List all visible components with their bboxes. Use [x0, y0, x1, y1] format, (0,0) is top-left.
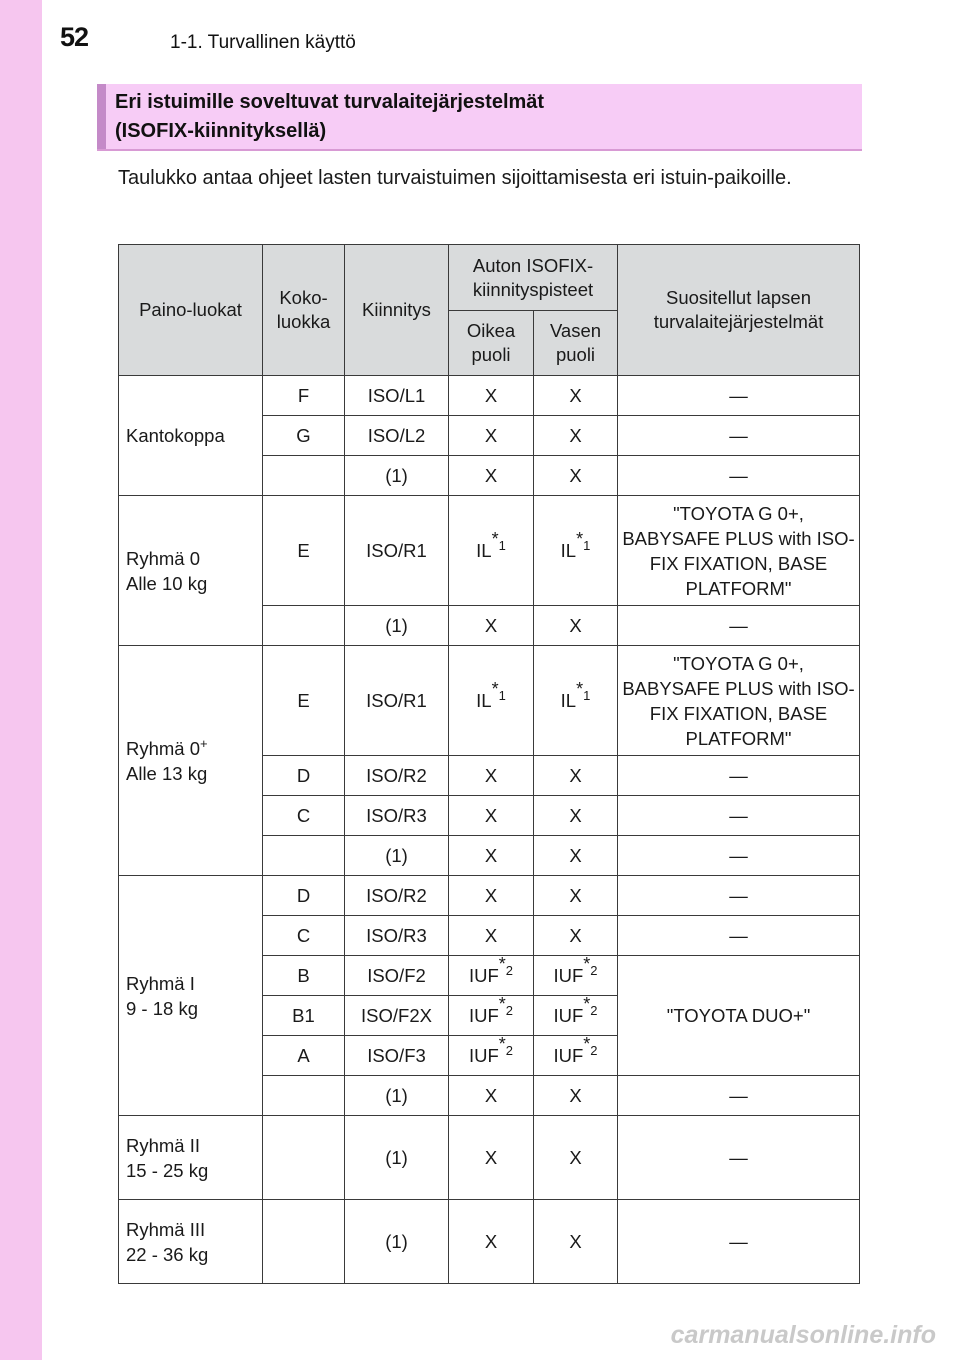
- group-3-name: Ryhmä III: [126, 1218, 206, 1240]
- cell-fixture: ISO/L1: [345, 376, 449, 416]
- group-0-weight: Alle 10 kg: [126, 572, 208, 594]
- cell-right: X: [449, 796, 534, 836]
- cell-size: B: [263, 956, 345, 996]
- cell-recommended: —: [618, 376, 860, 416]
- group-3: [119, 1200, 263, 1284]
- cell-size: [263, 1200, 345, 1284]
- asterisk-icon: *: [576, 528, 584, 549]
- footnote-ref: 2: [505, 1042, 514, 1058]
- cell-right: IL$^{*1}$: [449, 646, 534, 756]
- group-1: [119, 876, 263, 1116]
- cell-left: IL$^{*1}$: [534, 496, 618, 606]
- cell-recommended: —: [618, 756, 860, 796]
- cell-size: [263, 836, 345, 876]
- cell-size: E: [263, 646, 345, 756]
- cell-left: IUF$^{*2}$: [534, 996, 618, 1036]
- header-fixture: Kiinnitys: [345, 245, 449, 376]
- cell-fixture: ISO/L2: [345, 416, 449, 456]
- asterisk-icon: *: [583, 953, 591, 974]
- cell-size: D: [263, 876, 345, 916]
- cell-left: X: [534, 756, 618, 796]
- cell-right: X: [449, 376, 534, 416]
- cell-size: C: [263, 796, 345, 836]
- cell-fixture: ISO/R2: [345, 756, 449, 796]
- cell-recommended: —: [618, 796, 860, 836]
- cell-size: B1: [263, 996, 345, 1036]
- cell-fixture: (1): [345, 836, 449, 876]
- group-2: [119, 1116, 263, 1200]
- group-1-weight: 9 - 18 kg: [126, 997, 198, 1019]
- cell-left: X: [534, 916, 618, 956]
- header-left-side: Vasen puoli: [534, 311, 618, 376]
- cell-right: IUF$^{*2}$: [449, 996, 534, 1036]
- cell-left: X: [534, 1116, 618, 1200]
- header-recommended: Suositellut lapsen turvalaitejärjestelmät: [618, 245, 860, 376]
- cell-right: X: [449, 836, 534, 876]
- cell-left: X: [534, 1076, 618, 1116]
- footnote-ref: 2: [590, 962, 598, 978]
- cell-right: IUF$^{*2}$: [449, 956, 534, 996]
- cell-right: X: [449, 1200, 534, 1284]
- header-isofix-points: Auton ISOFIX-kiinnityspisteet: [449, 245, 618, 311]
- cell-right: X: [449, 756, 534, 796]
- footnote-ref: 1: [498, 537, 506, 553]
- cell-left: X: [534, 456, 618, 496]
- cell-left: X: [534, 1200, 618, 1284]
- group-2-weight: 15 - 25 kg: [126, 1159, 209, 1181]
- cell-recommended: —: [618, 836, 860, 876]
- cell-size: G: [263, 416, 345, 456]
- cell-right: X: [449, 876, 534, 916]
- cell-size: E: [263, 496, 345, 606]
- cell-right: IUF$^{*2}$: [449, 1036, 534, 1076]
- footnote-ref: 1: [583, 687, 591, 703]
- cell-fixture: ISO/F2: [345, 956, 449, 996]
- cell-recommended: "TOYOTA DUO+": [618, 956, 860, 1076]
- asterisk-icon: *: [583, 1033, 591, 1054]
- asterisk-icon: *: [583, 993, 591, 1014]
- section-title: [115, 88, 845, 146]
- cell-size: F: [263, 376, 345, 416]
- group-carrycot: Kantokoppa: [119, 376, 263, 496]
- cell-recommended: —: [618, 876, 860, 916]
- asterisk-icon: *: [576, 678, 584, 699]
- cell-fixture: (1): [345, 606, 449, 646]
- cell-fixture: (1): [345, 1076, 449, 1116]
- footnote-ref: 2: [590, 1042, 598, 1058]
- cell-size: C: [263, 916, 345, 956]
- page-number: 52: [60, 22, 89, 52]
- page-edge-tab: [0, 0, 42, 1360]
- cell-size: [263, 606, 345, 646]
- cell-fixture: (1): [345, 1116, 449, 1200]
- cell-size: [263, 1076, 345, 1116]
- cell-recommended: "TOYOTA G 0+, BABYSAFE PLUS with ISO-FIX FIXATION, BASE PLATFORM": [618, 646, 860, 756]
- cell-left: IUF$^{*2}$: [534, 1036, 618, 1076]
- cell-recommended: —: [618, 456, 860, 496]
- group-0-name: Ryhmä 0: [126, 547, 201, 569]
- cell-right: X: [449, 606, 534, 646]
- group-1-name: Ryhmä I: [126, 972, 195, 994]
- cell-left: X: [534, 416, 618, 456]
- cell-right: X: [449, 916, 534, 956]
- cell-left: X: [534, 376, 618, 416]
- watermark: carmanualsonline.info: [670, 1321, 936, 1349]
- group-0: [119, 496, 263, 646]
- cell-recommended: —: [618, 1116, 860, 1200]
- cell-size: [263, 1116, 345, 1200]
- cell-left: IUF$^{*2}$: [534, 956, 618, 996]
- cell-right: X: [449, 416, 534, 456]
- header-right-side: Oikea puoli: [449, 311, 534, 376]
- cell-fixture: ISO/R1: [345, 496, 449, 606]
- cell-size: D: [263, 756, 345, 796]
- group-3-weight: 22 - 36 kg: [126, 1243, 209, 1265]
- footnote-ref: 1: [583, 537, 591, 553]
- cell-left: IL$^{*1}$: [534, 646, 618, 756]
- cell-recommended: —: [618, 916, 860, 956]
- group-0-plus-weight: Alle 13 kg: [126, 762, 208, 784]
- cell-fixture: ISO/F2X: [345, 996, 449, 1036]
- plus-superscript: +: [200, 735, 208, 751]
- cell-right: IL$^{*1}$: [449, 496, 534, 606]
- asterisk-icon: *: [498, 993, 506, 1014]
- cell-fixture: ISO/R2: [345, 876, 449, 916]
- section-title-line-1: Eri istuimille soveltuvat turvalaitejärjestelmät: [115, 91, 545, 113]
- asterisk-icon: *: [491, 678, 499, 699]
- cell-right: X: [449, 1076, 534, 1116]
- footnote-ref: 1: [498, 687, 506, 703]
- cell-right: X: [449, 1116, 534, 1200]
- cell-fixture: ISO/R3: [345, 796, 449, 836]
- footnote-ref: 2: [590, 1002, 598, 1018]
- intro-paragraph: Taulukko antaa ohjeet lasten turvaistuimen sijoittamisesta eri istuin-paikoille.: [118, 167, 792, 189]
- cell-left: X: [534, 606, 618, 646]
- asterisk-icon: *: [498, 1033, 506, 1054]
- group-0-plus: [119, 646, 263, 876]
- cell-recommended: —: [618, 1200, 860, 1284]
- footnote-ref: 2: [505, 962, 514, 978]
- cell-right: X: [449, 456, 534, 496]
- cell-fixture: (1): [345, 1200, 449, 1284]
- header-size: Koko-luokka: [263, 245, 345, 376]
- cell-fixture: ISO/R3: [345, 916, 449, 956]
- header-weight: Paino-luokat: [119, 245, 263, 376]
- cell-size: [263, 456, 345, 496]
- cell-fixture: (1): [345, 456, 449, 496]
- cell-recommended: —: [618, 416, 860, 456]
- section-title-line-2: (ISOFIX-kiinnityksellä): [115, 120, 327, 142]
- section-heading-bar: [97, 84, 106, 149]
- cell-recommended: —: [618, 606, 860, 646]
- footnote-ref: 2: [505, 1002, 514, 1018]
- group-0-plus-name: Ryhmä 0+: [126, 735, 208, 759]
- cell-left: X: [534, 876, 618, 916]
- cell-size: A: [263, 1036, 345, 1076]
- cell-fixture: ISO/F3: [345, 1036, 449, 1076]
- isofix-table: [118, 244, 860, 1284]
- cell-recommended: —: [618, 1076, 860, 1116]
- section-heading-box: [97, 84, 862, 151]
- cell-fixture: ISO/R1: [345, 646, 449, 756]
- group-2-name: Ryhmä II: [126, 1134, 201, 1156]
- cell-left: X: [534, 796, 618, 836]
- asterisk-icon: *: [498, 953, 506, 974]
- running-head: 1-1. Turvallinen käyttö: [170, 32, 356, 53]
- cell-recommended: "TOYOTA G 0+, BABYSAFE PLUS with ISO-FIX FIXATION, BASE PLATFORM": [618, 496, 860, 606]
- asterisk-icon: *: [491, 528, 499, 549]
- cell-left: X: [534, 836, 618, 876]
